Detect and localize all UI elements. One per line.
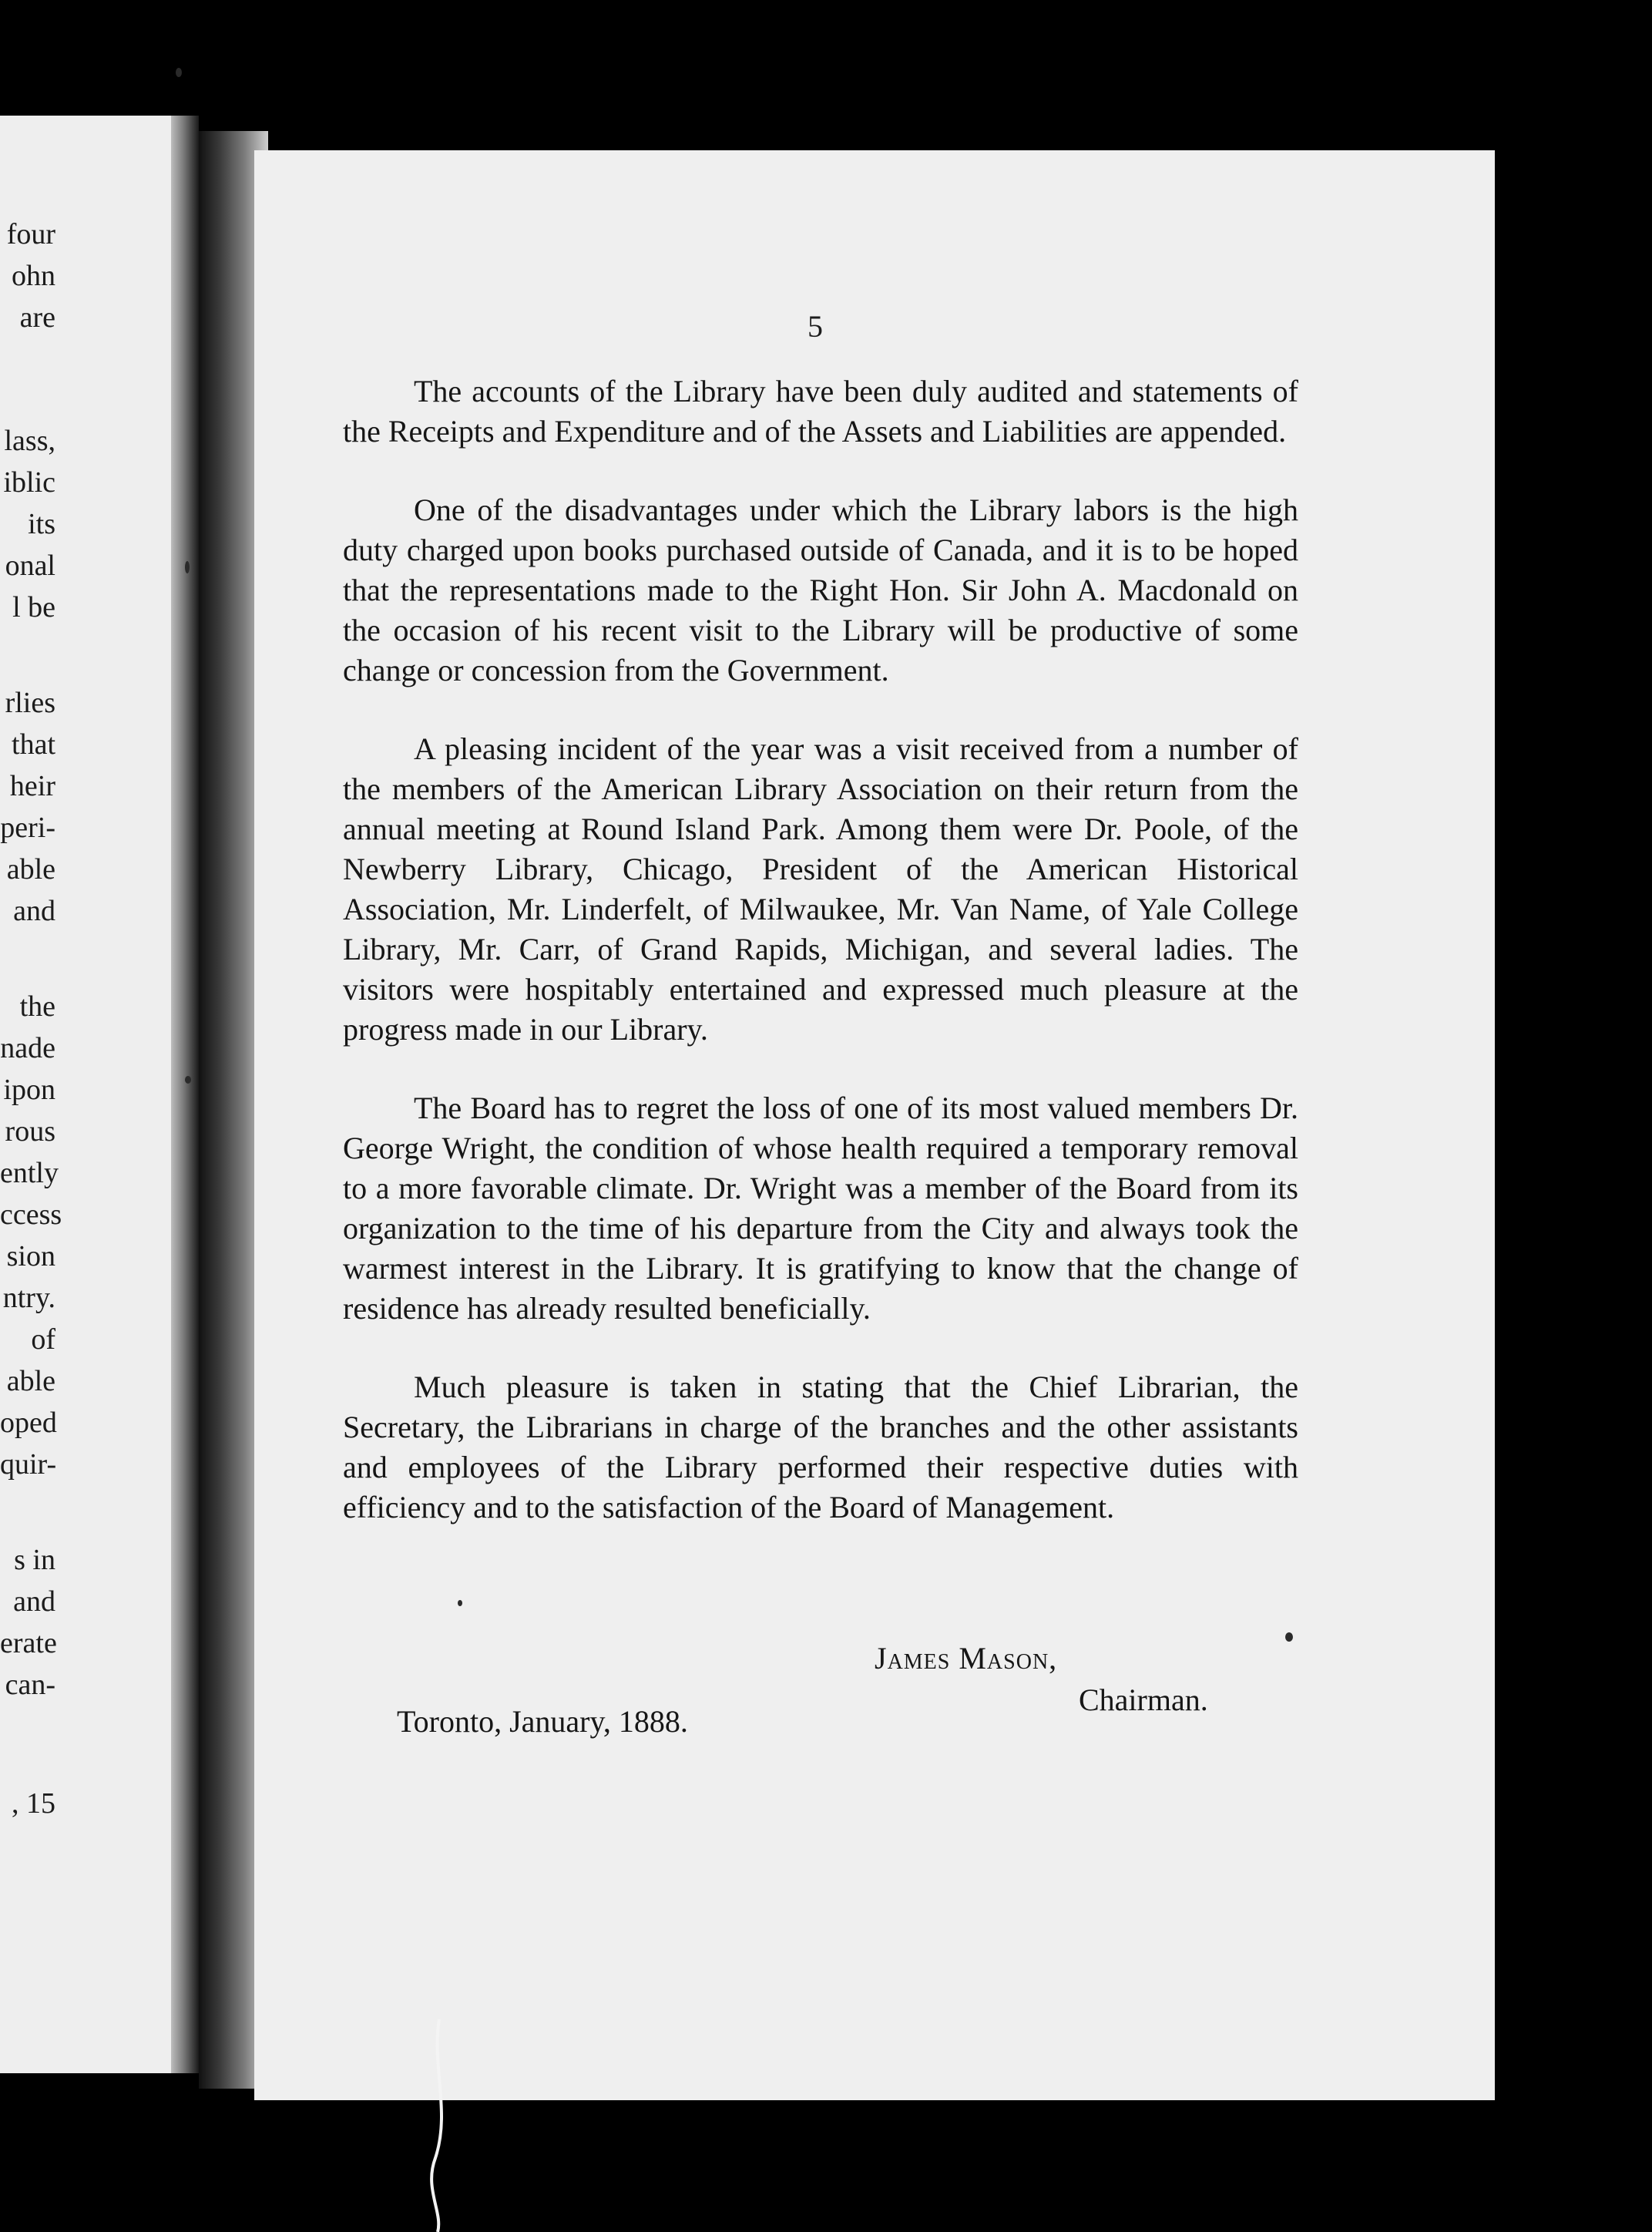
- left-page-fragment: and: [13, 895, 55, 927]
- left-page-fragment: ntry.: [2, 1282, 55, 1314]
- scan-speck: [185, 561, 190, 573]
- place-and-date: Toronto, January, 1888.: [397, 1704, 688, 1739]
- left-page-fragment: ccess: [0, 1198, 62, 1231]
- left-page-fragment: iblic: [3, 466, 55, 499]
- left-page-text-fragments: [0, 116, 185, 2073]
- left-page-fragment: ently: [0, 1157, 59, 1189]
- left-page-fragment: l be: [12, 591, 55, 624]
- left-page-fragment: sion: [6, 1240, 55, 1272]
- left-facing-page: [0, 116, 185, 2073]
- left-page-fragment: can-: [5, 1669, 55, 1701]
- left-page-fragment: peri-: [0, 812, 55, 844]
- paragraph-board-loss: The Board has to regret the loss of one of its most valued members Dr. George Wright, the condition of whose health required a temporary removal to a more favorable climate. Dr. Wright was a member of the Board from its organization to the time of his departure from the City and always took the warmest interest in the Library. It is gratifying to know that the change of residence has already resulted beneficially.: [343, 1091, 1298, 1326]
- scan-speck: [1285, 1632, 1293, 1642]
- left-page-fragment: onal: [5, 550, 55, 582]
- left-page-fragment: that: [12, 728, 55, 761]
- paragraph-accounts: The accounts of the Library have been duly audited and statements of the Receipts and Expenditure and of the Assets and Liabilities are appended.: [343, 374, 1298, 449]
- left-page-fragment: rlies: [5, 687, 55, 719]
- left-page-fragment: heir: [9, 770, 55, 802]
- page-number: 5: [808, 309, 823, 344]
- left-page-fragment: the: [19, 990, 55, 1023]
- page-gutter-shadow: [171, 116, 199, 2073]
- left-page-fragment: lass,: [4, 425, 55, 457]
- paragraph-duty: One of the disadvantages under which the Library labors is the high duty charged upon books purchased outside of Canada, and it is to be hoped that the representations made to the Right Hon. Sir John A. Macdonald on the occasion of his recent visit to the Library will be productive of some change or concession from the Government.: [343, 492, 1298, 687]
- paragraph-visit: A pleasing incident of the year was a visit received from a number of the members of the American Library Association on their return from the annual meeting at Round Island Park. Among them were Dr. Poole, of the Newberry Library, Chicago, President of the American Historical Association, Mr. Linderfelt, of Milwaukee, Mr. Van Name, of Yale College Library, Mr. Carr, of Grand Rapids, Michigan, and several ladies. The visitors were hospitably entertained and expressed much pleasure at the progress made in our Library.: [343, 731, 1298, 1047]
- left-page-fragment: quir-: [0, 1448, 57, 1481]
- left-page-fragment: ohn: [12, 260, 55, 292]
- left-page-fragment: rous: [5, 1115, 55, 1148]
- left-page-fragment: four: [6, 218, 55, 250]
- scan-speck: [458, 1600, 462, 1606]
- left-page-fragment: s in: [14, 1544, 55, 1576]
- scan-speck: [185, 1076, 191, 1084]
- left-page-fragment: able: [6, 1365, 55, 1397]
- left-page-fragment: are: [19, 301, 55, 334]
- left-page-fragment: oped: [0, 1407, 57, 1439]
- left-page-fragment: nade: [0, 1032, 55, 1064]
- signature-name: James Mason,: [875, 1641, 1058, 1676]
- paragraph-staff-thanks: Much pleasure is taken in stating that the Chief Librarian, the Secretary, the Librarians in charge of the branches and the other assistants and employees of the Library performed their respective duties with efficiency and to the satisfaction of the Board of Management.: [343, 1370, 1298, 1524]
- page-body: [343, 371, 1298, 1566]
- left-page-fragment: its: [28, 508, 55, 540]
- left-page-fragment: of: [31, 1323, 55, 1356]
- left-page-fragment: erate: [0, 1627, 57, 1659]
- left-page-fragment: and: [13, 1585, 55, 1618]
- left-page-fragment: , 15: [12, 1787, 55, 1820]
- left-page-fragment: able: [6, 853, 55, 886]
- signature-title: Chairman.: [1079, 1682, 1208, 1717]
- scan-speck: [176, 68, 182, 77]
- left-page-fragment: ipon: [3, 1074, 55, 1106]
- scan-fiber-artifact: [416, 2019, 462, 2232]
